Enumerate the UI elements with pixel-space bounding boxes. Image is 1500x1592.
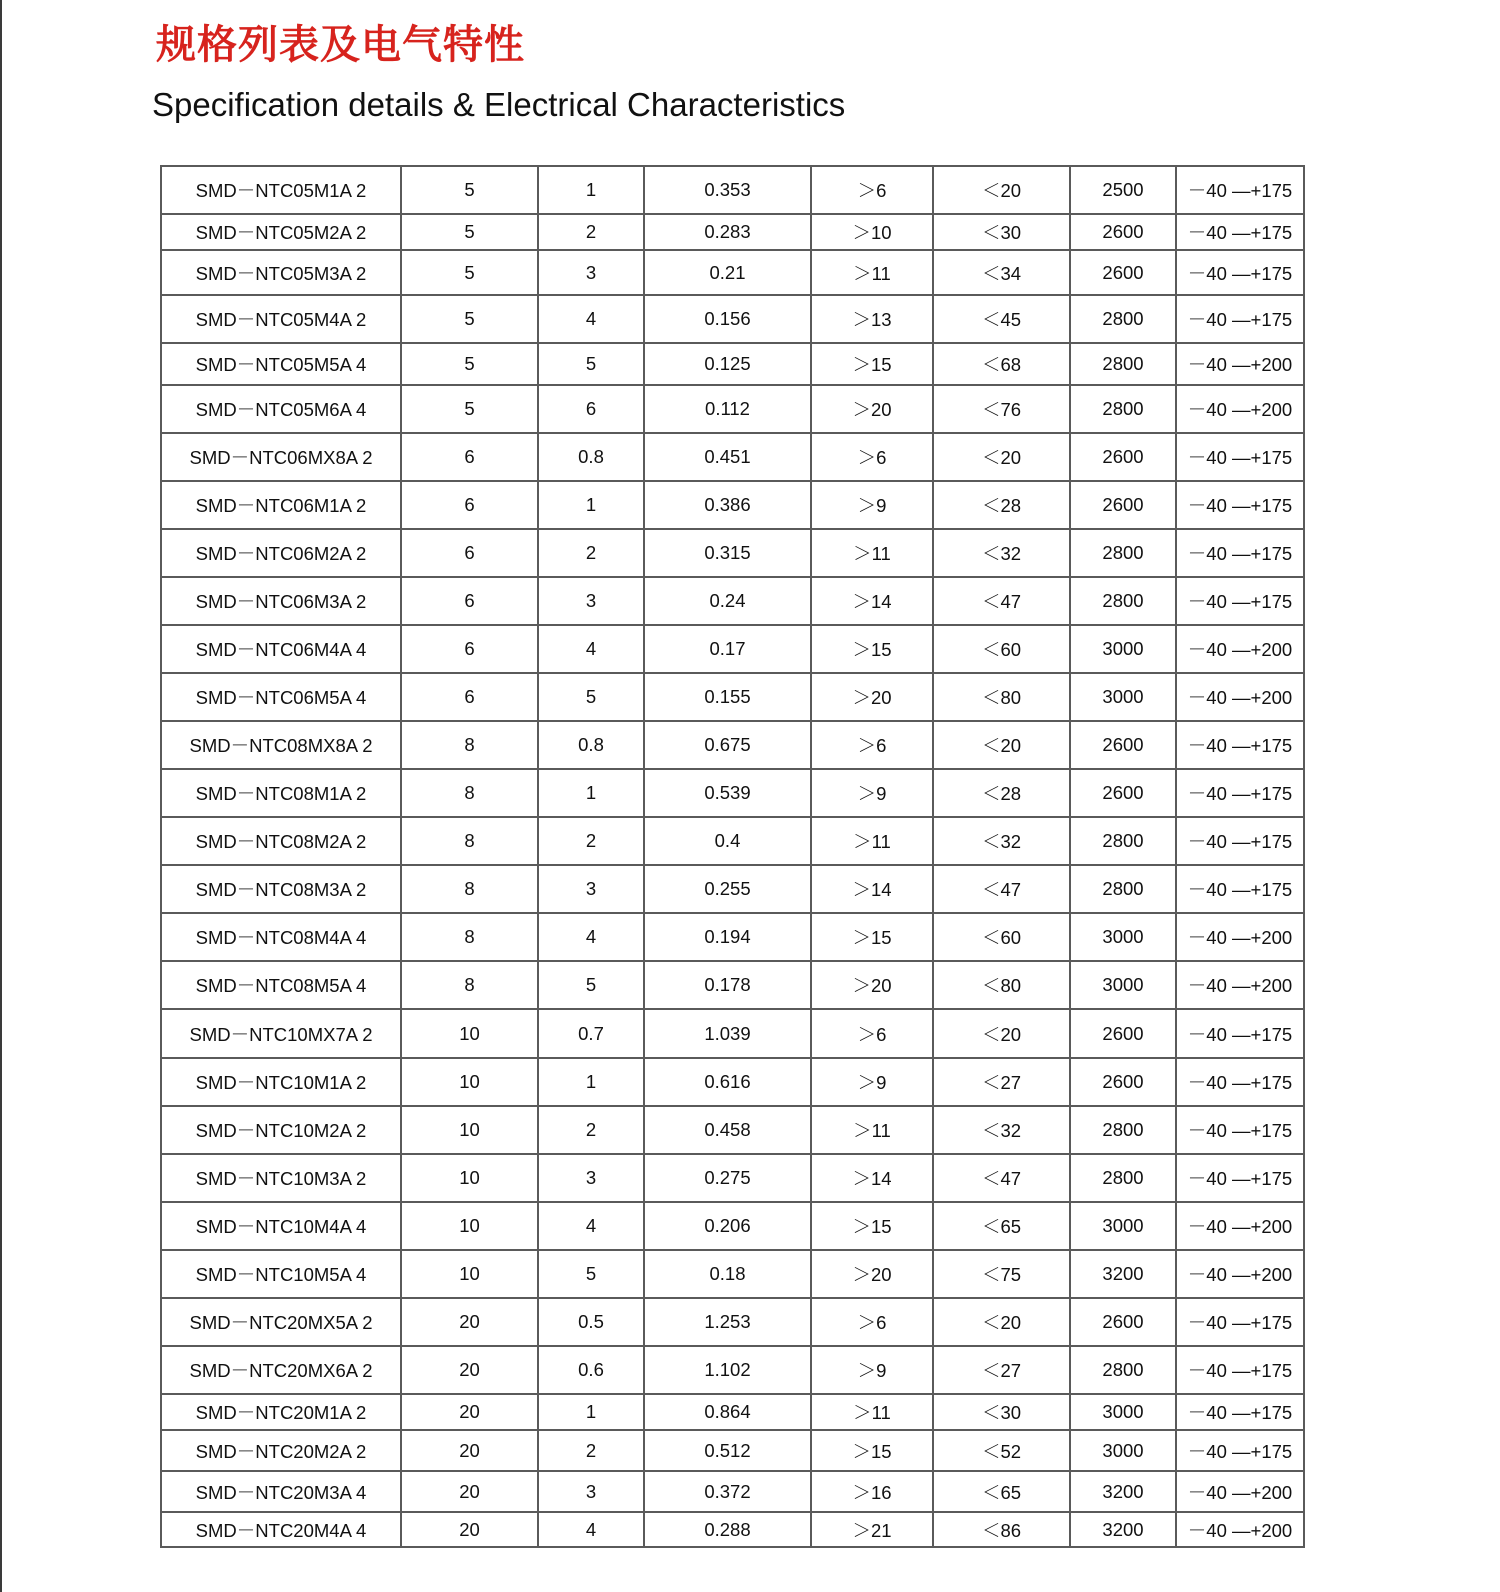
- cell-col2: 20: [401, 1430, 538, 1471]
- cell-col7: 2800: [1070, 1154, 1176, 1202]
- cell-col6: ＜68: [933, 343, 1070, 385]
- cell-col3: 0.7: [538, 1009, 644, 1058]
- cell-col2: 6: [401, 433, 538, 481]
- cell-model: SMD－NTC10M4A 4: [161, 1202, 401, 1250]
- cell-model: SMD－NTC10M3A 2: [161, 1154, 401, 1202]
- cell-col3: 2: [538, 1430, 644, 1471]
- cell-col3: 3: [538, 250, 644, 295]
- cell-model: SMD－NTC05M2A 2: [161, 214, 401, 250]
- cell-col4: 0.616: [644, 1058, 811, 1106]
- cell-temperature-range: －40 —+200: [1176, 343, 1304, 385]
- cell-col4: 1.102: [644, 1346, 811, 1394]
- cell-col2: 6: [401, 673, 538, 721]
- table-row: [161, 961, 1304, 1009]
- table-row: [161, 343, 1304, 385]
- cell-col6: ＜20: [933, 721, 1070, 769]
- cell-col5: ＞20: [811, 961, 933, 1009]
- cell-col7: 2600: [1070, 433, 1176, 481]
- cell-col4: 0.458: [644, 1106, 811, 1154]
- cell-col2: 5: [401, 166, 538, 214]
- cell-col2: 8: [401, 913, 538, 961]
- cell-col7: 3000: [1070, 1430, 1176, 1471]
- cell-col2: 5: [401, 214, 538, 250]
- cell-col6: ＜30: [933, 214, 1070, 250]
- cell-temperature-range: －40 —+175: [1176, 865, 1304, 913]
- cell-temperature-range: －40 —+175: [1176, 529, 1304, 577]
- cell-model: SMD－NTC05M5A 4: [161, 343, 401, 385]
- table-row: [161, 385, 1304, 433]
- cell-temperature-range: －40 —+175: [1176, 1346, 1304, 1394]
- cell-model: SMD－NTC08M5A 4: [161, 961, 401, 1009]
- cell-temperature-range: －40 —+175: [1176, 481, 1304, 529]
- cell-temperature-range: －40 —+200: [1176, 913, 1304, 961]
- cell-col4: 0.155: [644, 673, 811, 721]
- cell-col2: 10: [401, 1154, 538, 1202]
- table-row: [161, 529, 1304, 577]
- cell-col2: 8: [401, 961, 538, 1009]
- cell-col4: 0.21: [644, 250, 811, 295]
- cell-model: SMD－NTC08M4A 4: [161, 913, 401, 961]
- cell-col4: 0.18: [644, 1250, 811, 1298]
- table-row: [161, 577, 1304, 625]
- cell-col3: 2: [538, 1106, 644, 1154]
- cell-col6: ＜47: [933, 1154, 1070, 1202]
- table-row: [161, 721, 1304, 769]
- cell-col3: 1: [538, 166, 644, 214]
- cell-col4: 0.125: [644, 343, 811, 385]
- cell-col4: 0.283: [644, 214, 811, 250]
- cell-col2: 8: [401, 865, 538, 913]
- cell-col4: 0.17: [644, 625, 811, 673]
- cell-col6: ＜20: [933, 433, 1070, 481]
- cell-col4: 0.372: [644, 1471, 811, 1512]
- cell-model: SMD－NTC10M2A 2: [161, 1106, 401, 1154]
- cell-col7: 2800: [1070, 1346, 1176, 1394]
- cell-col7: 3200: [1070, 1512, 1176, 1547]
- cell-col4: 0.315: [644, 529, 811, 577]
- cell-col2: 6: [401, 625, 538, 673]
- cell-temperature-range: －40 —+175: [1176, 214, 1304, 250]
- cell-temperature-range: －40 —+200: [1176, 673, 1304, 721]
- cell-col3: 3: [538, 1154, 644, 1202]
- cell-col7: 3000: [1070, 1202, 1176, 1250]
- cell-model: SMD－NTC20M2A 2: [161, 1430, 401, 1471]
- cell-col2: 8: [401, 769, 538, 817]
- cell-col6: ＜28: [933, 481, 1070, 529]
- cell-col2: 20: [401, 1471, 538, 1512]
- cell-col6: ＜20: [933, 1298, 1070, 1346]
- cell-col2: 20: [401, 1298, 538, 1346]
- cell-col5: ＞6: [811, 721, 933, 769]
- cell-col7: 2600: [1070, 769, 1176, 817]
- cell-col3: 5: [538, 343, 644, 385]
- cell-col4: 0.4: [644, 817, 811, 865]
- cell-col6: ＜30: [933, 1394, 1070, 1430]
- cell-col7: 2600: [1070, 721, 1176, 769]
- cell-model: SMD－NTC06M1A 2: [161, 481, 401, 529]
- cell-model: SMD－NTC08M3A 2: [161, 865, 401, 913]
- cell-temperature-range: －40 —+175: [1176, 295, 1304, 343]
- table-row: [161, 1430, 1304, 1471]
- cell-model: SMD－NTC10MX7A 2: [161, 1009, 401, 1058]
- cell-temperature-range: －40 —+200: [1176, 961, 1304, 1009]
- cell-col3: 2: [538, 214, 644, 250]
- table-row: [161, 1394, 1304, 1430]
- cell-col4: 0.386: [644, 481, 811, 529]
- cell-col2: 5: [401, 250, 538, 295]
- cell-model: SMD－NTC20MX6A 2: [161, 1346, 401, 1394]
- cell-col2: 6: [401, 481, 538, 529]
- cell-model: SMD－NTC06MX8A 2: [161, 433, 401, 481]
- cell-model: SMD－NTC20M3A 4: [161, 1471, 401, 1512]
- cell-col5: ＞9: [811, 1058, 933, 1106]
- cell-temperature-range: －40 —+175: [1176, 769, 1304, 817]
- table-row: [161, 913, 1304, 961]
- cell-col5: ＞6: [811, 1298, 933, 1346]
- cell-col4: 0.194: [644, 913, 811, 961]
- cell-temperature-range: －40 —+175: [1176, 1058, 1304, 1106]
- cell-temperature-range: －40 —+200: [1176, 1471, 1304, 1512]
- table-row: [161, 166, 1304, 214]
- cell-col6: ＜52: [933, 1430, 1070, 1471]
- cell-col7: 3200: [1070, 1471, 1176, 1512]
- cell-col4: 0.156: [644, 295, 811, 343]
- cell-col3: 6: [538, 385, 644, 433]
- cell-col4: 0.512: [644, 1430, 811, 1471]
- cell-col4: 0.451: [644, 433, 811, 481]
- cell-model: SMD－NTC06M2A 2: [161, 529, 401, 577]
- cell-col6: ＜32: [933, 817, 1070, 865]
- cell-model: SMD－NTC10M5A 4: [161, 1250, 401, 1298]
- cell-col6: ＜27: [933, 1346, 1070, 1394]
- table-row: [161, 1250, 1304, 1298]
- page-left-edge: [0, 0, 2, 1592]
- cell-temperature-range: －40 —+175: [1176, 1298, 1304, 1346]
- cell-col4: 1.039: [644, 1009, 811, 1058]
- cell-col6: ＜75: [933, 1250, 1070, 1298]
- cell-col2: 8: [401, 817, 538, 865]
- cell-col2: 20: [401, 1394, 538, 1430]
- cell-col3: 4: [538, 913, 644, 961]
- cell-col4: 0.864: [644, 1394, 811, 1430]
- cell-temperature-range: －40 —+175: [1176, 1154, 1304, 1202]
- cell-col5: ＞14: [811, 865, 933, 913]
- cell-col6: ＜32: [933, 1106, 1070, 1154]
- cell-col7: 2800: [1070, 385, 1176, 433]
- cell-col5: ＞9: [811, 481, 933, 529]
- cell-temperature-range: －40 —+200: [1176, 625, 1304, 673]
- cell-col3: 3: [538, 577, 644, 625]
- cell-temperature-range: －40 —+175: [1176, 250, 1304, 295]
- cell-col7: 3000: [1070, 913, 1176, 961]
- cell-col7: 2600: [1070, 1009, 1176, 1058]
- cell-col4: 0.112: [644, 385, 811, 433]
- cell-col6: ＜34: [933, 250, 1070, 295]
- cell-col6: ＜45: [933, 295, 1070, 343]
- cell-col3: 0.5: [538, 1298, 644, 1346]
- cell-col6: ＜86: [933, 1512, 1070, 1547]
- cell-col2: 10: [401, 1250, 538, 1298]
- table-row: [161, 295, 1304, 343]
- cell-model: SMD－NTC05M3A 2: [161, 250, 401, 295]
- cell-col7: 2800: [1070, 295, 1176, 343]
- cell-col7: 2600: [1070, 1058, 1176, 1106]
- cell-model: SMD－NTC08M1A 2: [161, 769, 401, 817]
- cell-col4: 0.353: [644, 166, 811, 214]
- cell-col4: 0.275: [644, 1154, 811, 1202]
- cell-col7: 2600: [1070, 1298, 1176, 1346]
- spec-table: [160, 165, 1305, 1548]
- cell-model: SMD－NTC06M4A 4: [161, 625, 401, 673]
- cell-model: SMD－NTC05M1A 2: [161, 166, 401, 214]
- cell-col7: 2800: [1070, 1106, 1176, 1154]
- cell-model: SMD－NTC20MX5A 2: [161, 1298, 401, 1346]
- cell-col6: ＜80: [933, 673, 1070, 721]
- table-row: [161, 817, 1304, 865]
- table-row: [161, 250, 1304, 295]
- cell-col6: ＜32: [933, 529, 1070, 577]
- cell-col3: 0.6: [538, 1346, 644, 1394]
- cell-model: SMD－NTC20M4A 4: [161, 1512, 401, 1547]
- cell-col6: ＜27: [933, 1058, 1070, 1106]
- cell-col3: 2: [538, 529, 644, 577]
- table-row: [161, 865, 1304, 913]
- table-row: [161, 1106, 1304, 1154]
- cell-col5: ＞9: [811, 1346, 933, 1394]
- cell-col2: 20: [401, 1346, 538, 1394]
- cell-temperature-range: －40 —+200: [1176, 385, 1304, 433]
- table-row: [161, 1471, 1304, 1512]
- cell-col2: 5: [401, 343, 538, 385]
- cell-col2: 5: [401, 295, 538, 343]
- page-title-chinese: 规格列表及电气特性: [156, 22, 525, 68]
- cell-col6: ＜60: [933, 625, 1070, 673]
- cell-model: SMD－NTC06M3A 2: [161, 577, 401, 625]
- cell-col7: 3200: [1070, 1250, 1176, 1298]
- cell-col6: ＜65: [933, 1202, 1070, 1250]
- page-title-english: Specification details & Electrical Characteristics: [152, 86, 846, 123]
- cell-col7: 2800: [1070, 577, 1176, 625]
- cell-temperature-range: －40 —+175: [1176, 433, 1304, 481]
- cell-col3: 3: [538, 1471, 644, 1512]
- cell-col7: 2800: [1070, 343, 1176, 385]
- cell-col2: 10: [401, 1202, 538, 1250]
- cell-col5: ＞11: [811, 250, 933, 295]
- table-row: [161, 625, 1304, 673]
- spec-table-body: [161, 166, 1304, 1547]
- cell-col6: ＜20: [933, 1009, 1070, 1058]
- cell-col3: 4: [538, 1512, 644, 1547]
- cell-col5: ＞6: [811, 166, 933, 214]
- cell-model: SMD－NTC08MX8A 2: [161, 721, 401, 769]
- cell-temperature-range: －40 —+175: [1176, 721, 1304, 769]
- cell-temperature-range: －40 —+200: [1176, 1202, 1304, 1250]
- cell-col2: 20: [401, 1512, 538, 1547]
- cell-col5: ＞15: [811, 1430, 933, 1471]
- cell-col2: 10: [401, 1058, 538, 1106]
- cell-col3: 1: [538, 769, 644, 817]
- cell-col5: ＞20: [811, 385, 933, 433]
- table-row: [161, 1154, 1304, 1202]
- table-row: [161, 1346, 1304, 1394]
- cell-col4: 0.288: [644, 1512, 811, 1547]
- cell-col7: 2800: [1070, 529, 1176, 577]
- cell-col3: 5: [538, 1250, 644, 1298]
- cell-temperature-range: －40 —+175: [1176, 1430, 1304, 1471]
- cell-col5: ＞15: [811, 625, 933, 673]
- cell-col3: 0.8: [538, 433, 644, 481]
- cell-col6: ＜76: [933, 385, 1070, 433]
- cell-col3: 4: [538, 1202, 644, 1250]
- cell-col6: ＜60: [933, 913, 1070, 961]
- cell-col6: ＜47: [933, 577, 1070, 625]
- cell-col4: 0.675: [644, 721, 811, 769]
- cell-col2: 8: [401, 721, 538, 769]
- cell-col3: 4: [538, 625, 644, 673]
- cell-col7: 3000: [1070, 625, 1176, 673]
- table-row: [161, 1512, 1304, 1547]
- cell-col4: 0.539: [644, 769, 811, 817]
- cell-col6: ＜47: [933, 865, 1070, 913]
- cell-temperature-range: －40 —+175: [1176, 817, 1304, 865]
- cell-col5: ＞14: [811, 1154, 933, 1202]
- cell-col5: ＞20: [811, 1250, 933, 1298]
- cell-model: SMD－NTC20M1A 2: [161, 1394, 401, 1430]
- table-row: [161, 481, 1304, 529]
- cell-col5: ＞16: [811, 1471, 933, 1512]
- cell-col5: ＞6: [811, 433, 933, 481]
- cell-col6: ＜65: [933, 1471, 1070, 1512]
- cell-col4: 0.178: [644, 961, 811, 1009]
- table-row: [161, 1009, 1304, 1058]
- cell-col5: ＞11: [811, 817, 933, 865]
- cell-col5: ＞11: [811, 1394, 933, 1430]
- cell-col7: 3000: [1070, 673, 1176, 721]
- cell-col3: 0.8: [538, 721, 644, 769]
- cell-col7: 3000: [1070, 961, 1176, 1009]
- cell-temperature-range: －40 —+200: [1176, 1250, 1304, 1298]
- cell-model: SMD－NTC10M1A 2: [161, 1058, 401, 1106]
- cell-col3: 4: [538, 295, 644, 343]
- cell-col3: 1: [538, 481, 644, 529]
- cell-col5: ＞20: [811, 673, 933, 721]
- cell-temperature-range: －40 —+175: [1176, 577, 1304, 625]
- table-row: [161, 1058, 1304, 1106]
- cell-col7: 2800: [1070, 817, 1176, 865]
- cell-col5: ＞11: [811, 1106, 933, 1154]
- cell-col6: ＜80: [933, 961, 1070, 1009]
- cell-col7: 2600: [1070, 481, 1176, 529]
- cell-col5: ＞15: [811, 1202, 933, 1250]
- cell-col5: ＞15: [811, 913, 933, 961]
- cell-temperature-range: －40 —+175: [1176, 1394, 1304, 1430]
- cell-model: SMD－NTC06M5A 4: [161, 673, 401, 721]
- cell-temperature-range: －40 —+175: [1176, 166, 1304, 214]
- cell-col7: 2600: [1070, 250, 1176, 295]
- cell-model: SMD－NTC05M4A 2: [161, 295, 401, 343]
- cell-col6: ＜28: [933, 769, 1070, 817]
- cell-temperature-range: －40 —+175: [1176, 1106, 1304, 1154]
- cell-col3: 3: [538, 865, 644, 913]
- cell-col2: 6: [401, 577, 538, 625]
- table-row: [161, 1298, 1304, 1346]
- cell-col2: 10: [401, 1106, 538, 1154]
- cell-col5: ＞14: [811, 577, 933, 625]
- cell-col7: 2800: [1070, 865, 1176, 913]
- cell-col4: 0.255: [644, 865, 811, 913]
- cell-col3: 2: [538, 817, 644, 865]
- cell-col7: 2500: [1070, 166, 1176, 214]
- cell-col5: ＞11: [811, 529, 933, 577]
- table-row: [161, 769, 1304, 817]
- cell-col4: 1.253: [644, 1298, 811, 1346]
- table-row: [161, 214, 1304, 250]
- cell-col5: ＞10: [811, 214, 933, 250]
- cell-col2: 6: [401, 529, 538, 577]
- cell-col7: 2600: [1070, 214, 1176, 250]
- cell-col3: 5: [538, 673, 644, 721]
- cell-col3: 5: [538, 961, 644, 1009]
- cell-col5: ＞21: [811, 1512, 933, 1547]
- cell-temperature-range: －40 —+200: [1176, 1512, 1304, 1547]
- table-row: [161, 433, 1304, 481]
- cell-col4: 0.24: [644, 577, 811, 625]
- cell-col7: 3000: [1070, 1394, 1176, 1430]
- cell-col5: ＞6: [811, 1009, 933, 1058]
- cell-col6: ＜20: [933, 166, 1070, 214]
- cell-col5: ＞15: [811, 343, 933, 385]
- cell-col3: 1: [538, 1394, 644, 1430]
- cell-col3: 1: [538, 1058, 644, 1106]
- cell-col2: 10: [401, 1009, 538, 1058]
- cell-col5: ＞9: [811, 769, 933, 817]
- cell-col5: ＞13: [811, 295, 933, 343]
- cell-model: SMD－NTC08M2A 2: [161, 817, 401, 865]
- table-row: [161, 673, 1304, 721]
- cell-col4: 0.206: [644, 1202, 811, 1250]
- cell-model: SMD－NTC05M6A 4: [161, 385, 401, 433]
- cell-col2: 5: [401, 385, 538, 433]
- table-row: [161, 1202, 1304, 1250]
- cell-temperature-range: －40 —+175: [1176, 1009, 1304, 1058]
